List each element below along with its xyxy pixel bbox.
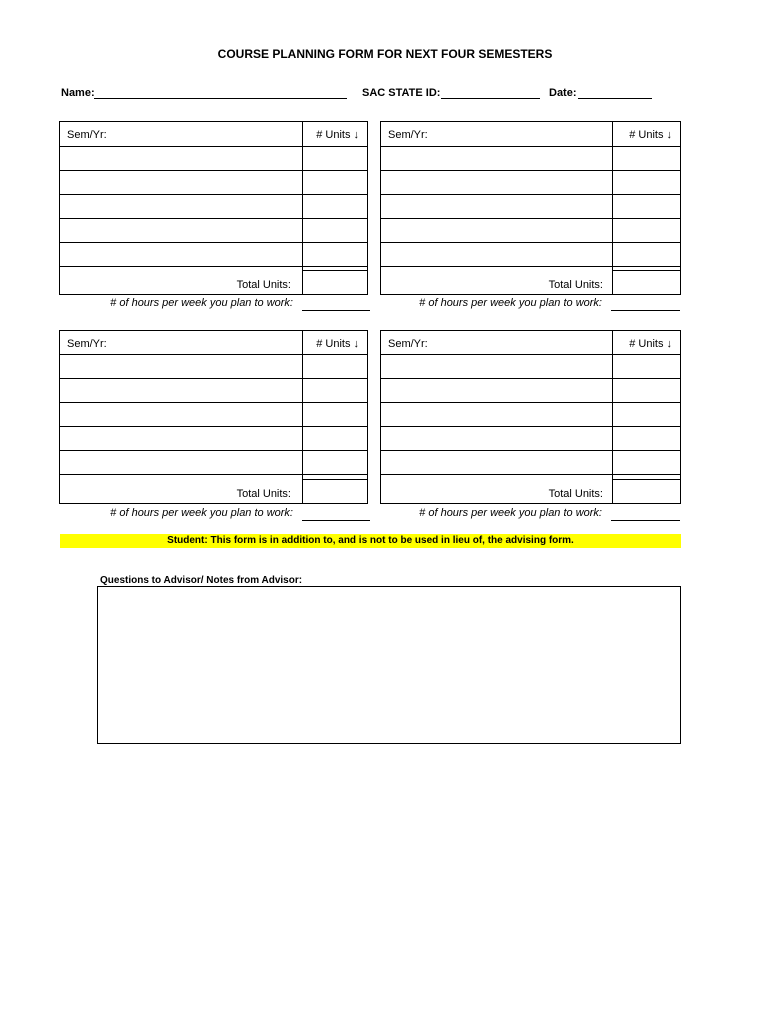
- total-units-box[interactable]: [612, 270, 681, 295]
- name-field[interactable]: [94, 98, 347, 99]
- course-row[interactable]: [381, 266, 680, 267]
- units-label: # Units ↓: [316, 129, 359, 141]
- hours-label: # of hours per week you plan to work:: [419, 507, 602, 519]
- hours-label: # of hours per week you plan to work:: [419, 297, 602, 309]
- advisor-notes-box[interactable]: [97, 586, 681, 744]
- date-field[interactable]: [578, 98, 652, 99]
- course-row[interactable]: [381, 450, 680, 451]
- sac-state-id-field[interactable]: [441, 98, 540, 99]
- course-row[interactable]: [60, 266, 367, 267]
- course-row[interactable]: [381, 402, 680, 403]
- semester-table-3: [59, 330, 368, 504]
- hours-label: # of hours per week you plan to work:: [110, 297, 293, 309]
- course-row[interactable]: [381, 218, 680, 219]
- course-row[interactable]: [381, 242, 680, 243]
- course-row[interactable]: [60, 170, 367, 171]
- course-row[interactable]: [381, 426, 680, 427]
- hours-field[interactable]: [611, 310, 680, 311]
- course-row[interactable]: [60, 242, 367, 243]
- course-row[interactable]: [381, 170, 680, 171]
- course-row[interactable]: [381, 194, 680, 195]
- course-row[interactable]: [381, 474, 680, 475]
- course-row[interactable]: [60, 194, 367, 195]
- course-row[interactable]: [60, 354, 367, 355]
- units-label: # Units ↓: [629, 338, 672, 350]
- total-units-label: Total Units:: [236, 279, 291, 291]
- total-units-label: Total Units:: [548, 279, 603, 291]
- units-label: # Units ↓: [316, 338, 359, 350]
- total-units-box[interactable]: [302, 270, 368, 295]
- course-row[interactable]: [381, 378, 680, 379]
- semyr-label: Sem/Yr:: [388, 338, 428, 350]
- course-row[interactable]: [60, 218, 367, 219]
- total-units-box[interactable]: [302, 479, 368, 504]
- sac-state-id-label: SAC STATE ID:: [362, 87, 441, 99]
- semyr-label: Sem/Yr:: [67, 338, 107, 350]
- course-row[interactable]: [60, 402, 367, 403]
- semyr-label: Sem/Yr:: [388, 129, 428, 141]
- course-row[interactable]: [60, 450, 367, 451]
- name-label: Name:: [61, 87, 95, 99]
- course-row[interactable]: [60, 146, 367, 147]
- total-units-label: Total Units:: [236, 488, 291, 500]
- page-title: COURSE PLANNING FORM FOR NEXT FOUR SEMESTERS: [217, 47, 553, 61]
- semester-table-2: [380, 121, 681, 295]
- total-units-box[interactable]: [612, 479, 681, 504]
- course-row[interactable]: [60, 474, 367, 475]
- semester-table-4: [380, 330, 681, 504]
- notes-label: Questions to Advisor/ Notes from Advisor:: [100, 575, 303, 586]
- units-label: # Units ↓: [629, 129, 672, 141]
- date-label: Date:: [549, 87, 577, 99]
- hours-label: # of hours per week you plan to work:: [110, 507, 293, 519]
- hours-field[interactable]: [611, 520, 680, 521]
- hours-field[interactable]: [302, 520, 370, 521]
- semyr-label: Sem/Yr:: [67, 129, 107, 141]
- course-row[interactable]: [60, 378, 367, 379]
- student-notice: Student: This form is in addition to, and is not to be used in lieu of, the advising form.: [60, 534, 681, 548]
- course-row[interactable]: [60, 426, 367, 427]
- course-row[interactable]: [381, 354, 680, 355]
- course-row[interactable]: [381, 146, 680, 147]
- semester-table-1: [59, 121, 368, 295]
- total-units-label: Total Units:: [548, 488, 603, 500]
- hours-field[interactable]: [302, 310, 370, 311]
